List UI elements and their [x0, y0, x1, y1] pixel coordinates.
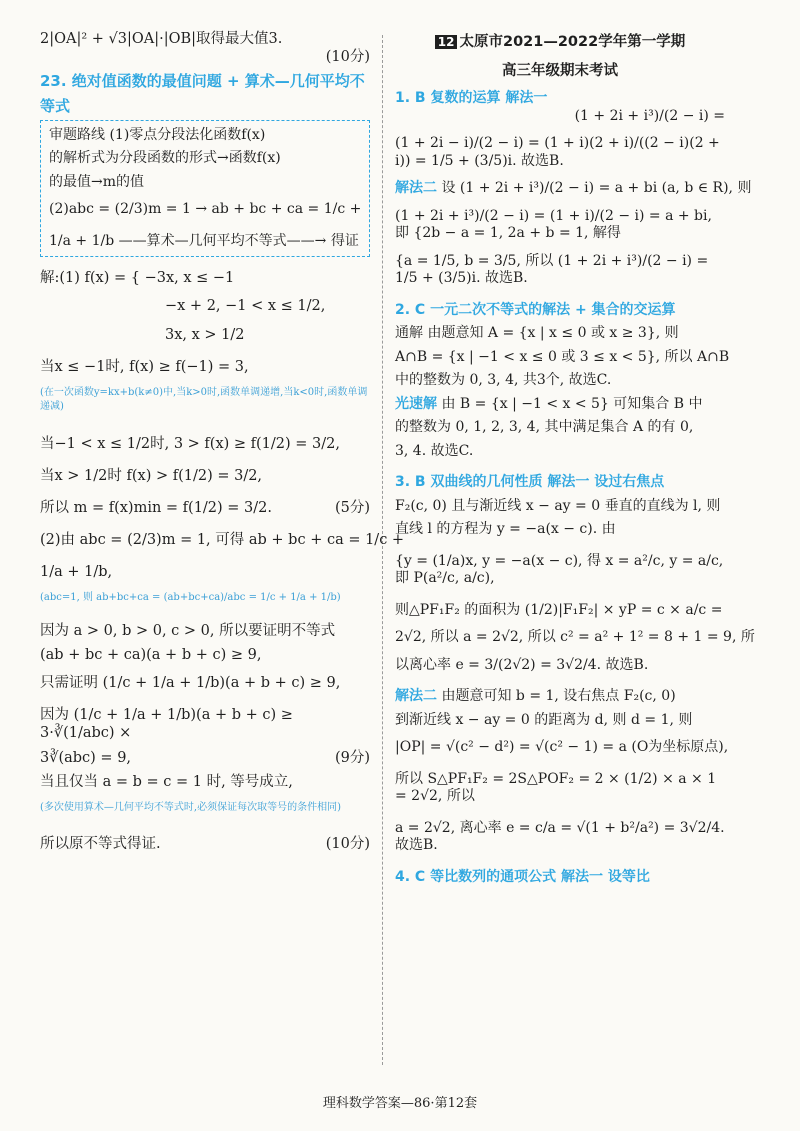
side-note: (多次使用算术—几何平均不等式时,必须保证每次取等号的条件相同)	[40, 801, 341, 813]
text-line: 2|OA|² + √3|OA|·|OB|取得最大值3.	[40, 31, 283, 47]
solution-line: 当−1 < x ≤ 1/2时, 3 > f(x) ≥ f(1/2) = 3/2,	[40, 435, 340, 452]
solution-line: 以离心率 e = 3/(2√2) = 3√2/4. 故选B.	[395, 656, 649, 673]
solution-line: (2)由 abc = (2/3)m = 1, 可得 ab + bc + ca = 1/c +	[40, 532, 405, 549]
solution-line	[395, 688, 725, 706]
column-divider	[382, 35, 383, 1065]
solution-line: 中的整数为 0, 3, 4, 共3个, 故选C.	[395, 372, 612, 388]
score: (5分)	[334, 500, 370, 516]
solution-line: 3x, x > 1/2	[165, 326, 245, 343]
set-number-badge: 12	[435, 35, 458, 49]
method-label: 光速解	[395, 395, 437, 412]
route-line: 审题路线 (1)零点分段法化函数f(x)	[49, 126, 266, 143]
solution-text: 由 B = {x | −1 < x < 5} 可知集合 B 中	[441, 395, 703, 412]
score: (10分)	[325, 49, 370, 66]
solution-line: (1 + 2i + i³)/(2 − i) = (1 + i)/(2 − i) = a + bi, 即 {2b − a = 1, 2a + b = 1, 解得	[395, 207, 712, 241]
solution-line: 所以 S△PF₁F₂ = 2S△POF₂ = 2 × (1/2) × a × 1 = 2√2, 所以	[395, 770, 717, 804]
score: (10分)	[325, 836, 370, 853]
solution-line	[395, 396, 725, 414]
solution-line: 当x ≤ −1时, f(x) ≥ f(−1) = 3,	[40, 358, 249, 375]
solution-route-box	[40, 120, 370, 258]
exam-header	[395, 30, 725, 51]
solution-line: 当且仅当 a = b = c = 1 时, 等号成立,	[40, 773, 293, 790]
right-column	[395, 30, 755, 886]
solution-line: a = 2√2, 离心率 e = c/a = √(1 + b²/a²) = 3√2/4. 故选B.	[395, 819, 725, 853]
solution-text: 3∛(abc) = 9,	[40, 749, 132, 766]
route-line: (2)abc = (2/3)m = 1 → ab + bc + ca = 1/c +	[49, 201, 362, 218]
solution-line: 1/a + 1/b,	[40, 564, 113, 581]
score: (9分)	[334, 749, 370, 766]
solution-line: {a = 1/5, b = 3/5, 所以 (1 + 2i + i³)/(2 − i) = 1/5 + (3/5)i. 故选B.	[395, 252, 709, 286]
solution-line: {y = (1/a)x, y = −a(x − c), 得 x = a²/c, y = a/c, 即 P(a²/c, a/c),	[395, 552, 724, 586]
solution-text: 设 (1 + 2i + i³)/(2 − i) = a + bi (a, b ∈ R), 则	[441, 180, 752, 196]
exam-subtitle: 高三年级期末考试	[502, 63, 618, 79]
route-line: 1/a + 1/b ——算术—几何平均不等式——→ 得证	[49, 232, 359, 249]
solution-text: 由题意可知 b = 1, 设右焦点 F₂(c, 0)	[441, 688, 676, 704]
route-line: 的最值→m的值	[49, 173, 145, 190]
solution-line: 当x > 1/2时 f(x) > f(1/2) = 3/2,	[40, 467, 263, 484]
answer-heading: 2. C 一元二次不等式的解法 + 集合的交运算	[395, 301, 676, 318]
solution-line: 则△PF₁F₂ 的面积为 (1/2)|F₁F₂| × yP = c × a/c =	[395, 601, 723, 618]
solution-text: 所以原不等式得证.	[40, 836, 161, 853]
solution-line	[40, 749, 370, 767]
question-title: 23. 绝对值函数的最值问题 + 算术—几何平均不	[40, 72, 365, 91]
solution-line: 直线 l 的方程为 y = −a(x − c). 由	[395, 521, 616, 537]
solution-line: 只需证明 (1/c + 1/a + 1/b)(a + b + c) ≥ 9,	[40, 675, 341, 692]
solution-line: A∩B = {x | −1 < x ≤ 0 或 3 ≤ x < 5}, 所以 A∩B	[395, 348, 730, 365]
route-line: 的解析式为分段函数的形式→函数f(x)	[49, 150, 281, 167]
answer-heading: 3. B 双曲线的几何性质 解法一 设过右焦点	[395, 474, 665, 490]
solution-line: 到渐近线 x − ay = 0 的距离为 d, 则 d = 1, 则	[395, 711, 693, 728]
solution-line	[40, 835, 370, 853]
solution-text: 所以 m = f(x)min = f(1/2) = 3/2.	[40, 500, 273, 516]
solution-line: 的整数为 0, 1, 2, 3, 4, 其中满足集合 A 的有 0,	[395, 419, 694, 435]
solution-line: (ab + bc + ca)(a + b + c) ≥ 9,	[40, 647, 262, 663]
solution-line: −x + 2, −1 < x ≤ 1/2,	[165, 298, 326, 315]
solution-line: 通解 由题意知 A = {x | x ≤ 0 或 x ≥ 3}, 则	[395, 325, 679, 341]
solution-line: 因为 a > 0, b > 0, c > 0, 所以要证明不等式	[40, 622, 336, 639]
method-label: 解法二	[395, 688, 437, 704]
exam-title: 太原市2021—2022学年第一学期	[459, 34, 686, 50]
side-note: (abc=1, 则 ab+bc+ca = (ab+bc+ca)/abc = 1/c + 1/a + 1/b)	[40, 592, 341, 604]
solution-line: 2√2, 所以 a = 2√2, 所以 c² = a² + 1² = 8 + 1 = 9, 所	[395, 629, 755, 645]
answer-heading: 1. B 复数的运算 解法一	[395, 90, 548, 106]
page-footer: 理科数学答案—86·第12套	[322, 1096, 478, 1111]
solution-line: 3, 4. 故选C.	[395, 442, 474, 459]
solution-line: (1 + 2i + i³)/(2 − i) =	[574, 107, 725, 124]
solution-line: 因为 (1/c + 1/a + 1/b)(a + b + c) ≥ 3·∛(1/abc) ×	[40, 707, 293, 742]
side-note: (在一次函数y=kx+b(k≠0)中,当k>0时,函数单调递增,当k<0时,函数单调递减)	[40, 386, 368, 413]
solution-line: 解:(1) f(x) = { −3x, x ≤ −1	[40, 270, 235, 287]
method-label: 解法二	[395, 180, 437, 196]
solution-line: |OP| = √(c² − d²) = √(c² − 1) = a (O为坐标原点),	[395, 739, 729, 755]
solution-line: (1 + 2i − i)/(2 − i) = (1 + i)(2 + i)/((2 − i)(2 + i)) = 1/5 + (3/5)i. 故选B.	[395, 135, 720, 169]
solution-line	[395, 180, 752, 198]
question-title-cont: 等式	[40, 97, 71, 115]
solution-line	[40, 499, 370, 517]
score-line	[40, 48, 370, 66]
left-column	[40, 30, 405, 853]
solution-line: F₂(c, 0) 且与渐近线 x − ay = 0 垂直的直线为 l, 则	[395, 497, 721, 514]
answer-heading: 4. C 等比数列的通项公式 解法一 设等比	[395, 868, 650, 885]
